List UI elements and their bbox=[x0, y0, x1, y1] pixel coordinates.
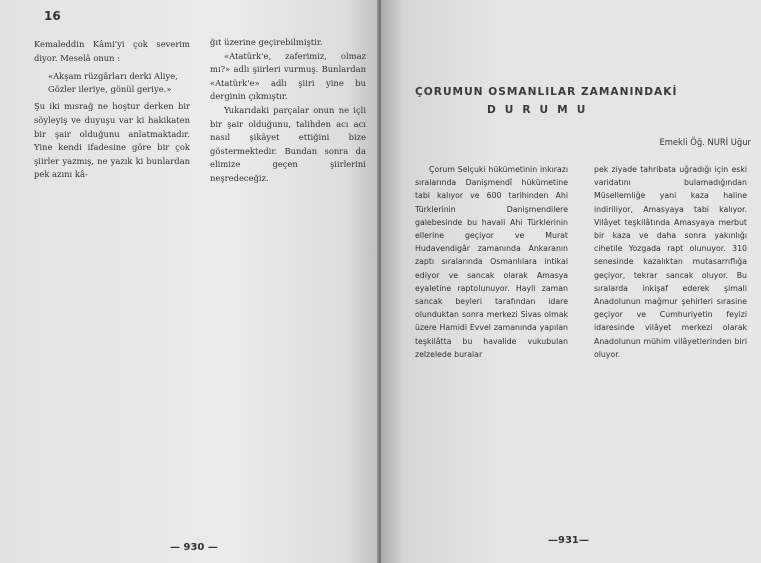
page-number: —931— bbox=[548, 535, 589, 546]
right-page bbox=[381, 0, 761, 563]
author-byline: Emekli Öğ. NURİ Uğur bbox=[659, 137, 751, 147]
title-line-2: DURUMU bbox=[487, 104, 595, 116]
right-column-1 bbox=[415, 163, 568, 361]
left-column-1 bbox=[34, 38, 190, 182]
title-line-1: ÇORUMUN OSMANLILAR ZAMANINDAKİ bbox=[415, 86, 678, 98]
paragraph: Kemaleddin Kâmi'yi çok severim diyor. Meselâ onun : bbox=[34, 39, 190, 63]
verse-block bbox=[34, 70, 190, 95]
verse-line: Gözler ileriye, gönül geriye.» bbox=[48, 83, 172, 94]
paragraph: pek ziyade tahribata uğradığı için eski varidatını bulamadığından Müsellemliğe yani kaza haline indiriliyor, Amasyaya tabi kalıyor. Vilâyet teşkilâtında Amasyaya merbut bir kaza ve daha sonra yakınlığı cihetile Yozgada rapt olunuyor. 310 senesinde kazalıktan mutasarrıflığa geçiyor, tekrar sancak oluyor. Bu sıralarda inkişaf ederek şimali Anadolunun mağmur şehirleri sırasine geçiyor ve Cumhuriyetin feyizi idaresinde vilâyet merkezi olarak Anadolunun mühim vilâyetlerinden biri oluyor. bbox=[594, 165, 747, 359]
paragraph: Çorum Selçuki hükümetinin inkırazı sıralarında Danişmendî hükümetine tabi kalıyor ve 600 tarihinden Ahi Türklerinin Danişmendilere galebesinde bu havali Ahi Türklerinin ellerine geçiyor ve Murat Hudavendigâr zamanında Ankaranın zaptı sıralarında Osmanlılara intikal ediyor ve sancak olarak Amasya eyaletine raptolunuyor. Hayli zaman sancak beyleri tarafından idare olunduktan sonra merkezi Sivas olmak üzere Hamidi Evvel zamanında yapılan teşkilâtta bu havalide vukubulan zelzelede buralar bbox=[415, 165, 568, 359]
folio-number: 16 bbox=[44, 9, 61, 23]
article-title bbox=[415, 86, 745, 116]
left-column-2 bbox=[210, 36, 366, 186]
page-number: — 930 — bbox=[170, 542, 218, 553]
left-page bbox=[0, 0, 379, 563]
paragraph: «Atatürk'e, zaferimiz, olmaz mı?» adlı şiirleri vurmuş. Bunlardan «Atatürk'e» adlı şiiri yine bu derginin çıkmıştır. bbox=[210, 50, 366, 102]
verse-line: «Akşam rüzgârları derki Aliye, bbox=[48, 71, 178, 82]
paragraph: Şu iki mısrağ ne hoştur derken bir söyleyiş ve duyuşu var ki hakikaten bir şair olduğunu anlatmaktadır. Yine kendi ifadesine göre bir çok şiirler yazmış, ne yazık ki bunlardan pek azını kâ- bbox=[34, 101, 190, 180]
paragraph: ğıt üzerine geçirebilmiştir. bbox=[210, 37, 323, 47]
paragraph: Yukarıdaki parçalar onun ne içli bir şair olduğunu, talihden acı acı nasıl şikâyet ettiğini bize göstermektedir. Bundan sonra da elimize geçen şiirlerini neşredeceğiz. bbox=[210, 104, 366, 183]
right-column-2 bbox=[594, 163, 747, 361]
